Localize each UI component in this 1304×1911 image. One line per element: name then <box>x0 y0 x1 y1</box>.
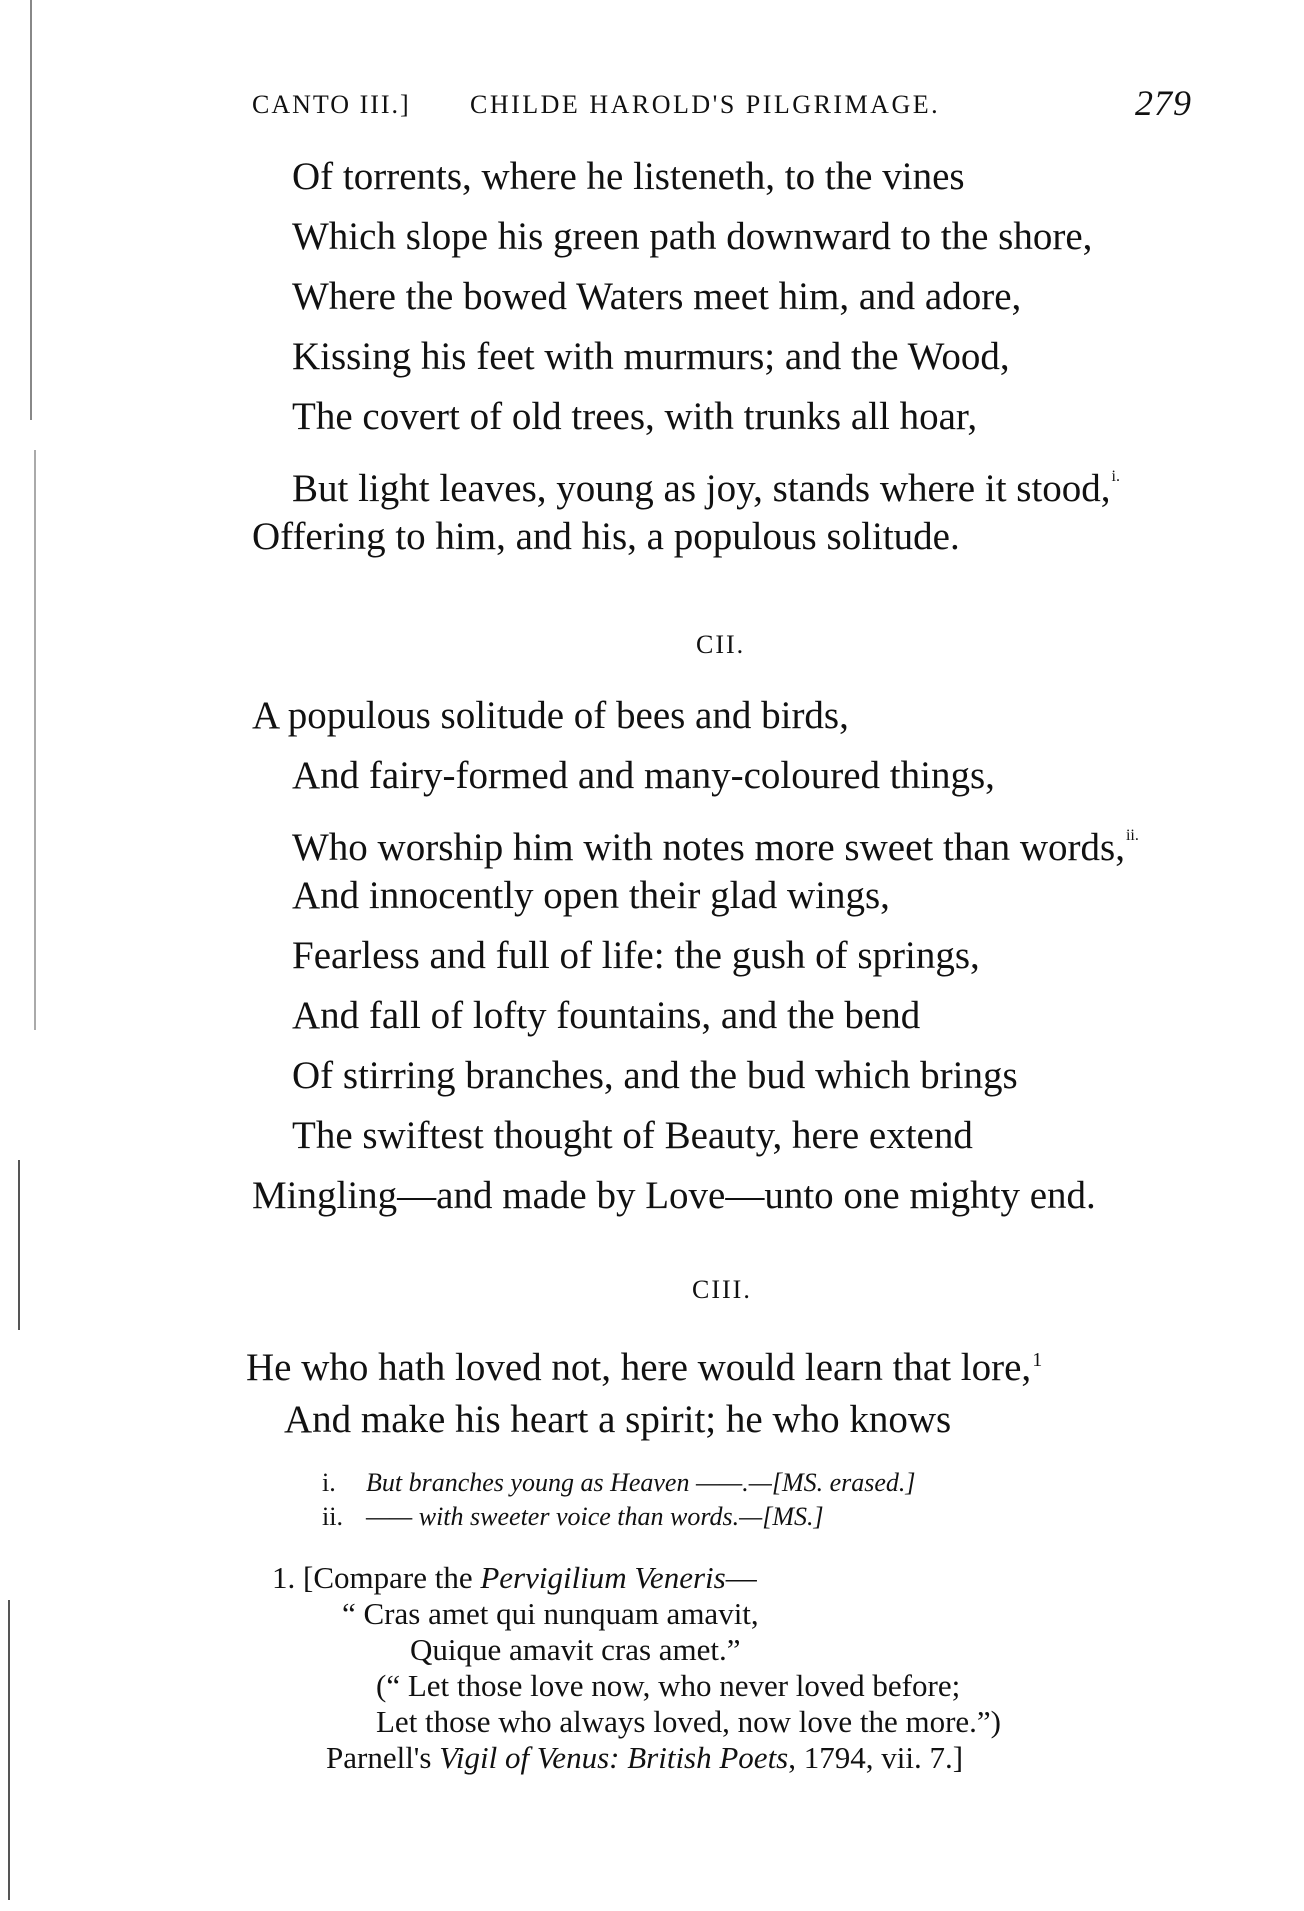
note-title: Pervigilium Veneris <box>480 1560 726 1595</box>
verse-line: Kissing his feet with murmurs; and the Wood, <box>292 335 1010 378</box>
verse-line: The covert of old trees, with trunks all hoar, <box>292 395 978 438</box>
note-ref-i: i. <box>1111 468 1120 485</box>
note-text: [Compare the <box>303 1560 481 1595</box>
note-text: — <box>725 1560 757 1595</box>
note-ref-ii: ii. <box>1125 827 1139 844</box>
source-author: Parnell's <box>326 1740 440 1775</box>
gutter-shadow <box>34 450 36 1030</box>
verse-line: Of stirring branches, and the bud which brings <box>292 1054 1018 1097</box>
page-number: 279 <box>1135 83 1192 123</box>
source-citation <box>272 1740 1001 1776</box>
source-sep: : <box>609 1740 628 1775</box>
variant-notes <box>322 1466 916 1534</box>
verse-line: And fall of lofty fountains, and the bend <box>292 994 921 1037</box>
verse-line: Which slope his green path downward to the shore, <box>292 215 1093 258</box>
stanza-number-cii: CII. <box>696 630 746 659</box>
verse-line: And fairy-formed and many-coloured things, <box>292 754 995 797</box>
verse-line: Of torrents, where he listeneth, to the vines <box>292 155 965 198</box>
gutter-shadow <box>30 0 32 420</box>
verse-text: But light leaves, young as joy, stands where it stood, <box>292 467 1111 510</box>
running-head <box>252 78 1192 128</box>
source-title: Vigil of Venus <box>439 1740 610 1775</box>
variant-label: ii. <box>322 1502 343 1531</box>
quote-line: (“ Let those love now, who never loved before; <box>376 1668 961 1703</box>
verse-text: Who worship him with notes more sweet than words, <box>292 826 1125 869</box>
variant-label: i. <box>322 1468 336 1497</box>
quote-line: Quique amavit cras amet.” <box>410 1632 741 1667</box>
gutter-shadow <box>18 1160 20 1330</box>
variant-note-ii <box>322 1500 916 1534</box>
canto-label: CANTO III.] <box>252 90 411 119</box>
scan-gutter <box>0 0 60 1911</box>
variant-note-i <box>322 1466 916 1500</box>
variant-text: —— with sweeter voice than words.—[MS.] <box>366 1502 824 1531</box>
stanza-number-ciii: CIII. <box>692 1275 752 1304</box>
editor-note <box>272 1560 1001 1776</box>
verse-line: Offering to him, and his, a populous solitude. <box>252 515 960 558</box>
note-intro <box>272 1560 1001 1596</box>
verse-line: Fearless and full of life: the gush of springs, <box>292 934 980 977</box>
stanza-cii <box>252 686 1139 1226</box>
verse-line: Where the bowed Waters meet him, and adore, <box>292 275 1022 318</box>
quote-line: Let those who always loved, now love the more.”) <box>376 1704 1001 1739</box>
note-label: 1. <box>272 1560 296 1595</box>
verse-line: And innocently open their glad wings, <box>292 874 890 917</box>
verse-line: The swiftest thought of Beauty, here extend <box>292 1114 973 1157</box>
verse-line <box>252 447 1120 510</box>
verse-line <box>252 806 1139 869</box>
quote-line: “ Cras amet qui nunquam amavit, <box>342 1596 759 1631</box>
stanza-ci-end <box>252 147 1120 567</box>
variant-text: But branches young as Heaven ——.—[MS. erased.] <box>366 1468 916 1497</box>
verse-line <box>246 1330 1042 1390</box>
verse-text: He who hath loved not, here would learn that lore, <box>246 1346 1032 1389</box>
note-ref-1: 1 <box>1032 1349 1043 1371</box>
verse-line: Mingling—and made by Love—unto one mighty end. <box>252 1174 1096 1217</box>
source-rest: , 1794, vii. 7.] <box>788 1740 964 1775</box>
gutter-shadow <box>8 1600 10 1900</box>
verse-line: A populous solitude of bees and birds, <box>252 694 849 737</box>
stanza-ciii <box>246 1330 1042 1450</box>
running-title: CHILDE HAROLD'S PILGRIMAGE. <box>470 90 941 119</box>
verse-line: And make his heart a spirit; he who knows <box>284 1398 952 1441</box>
source-collection: British Poets <box>627 1740 789 1775</box>
